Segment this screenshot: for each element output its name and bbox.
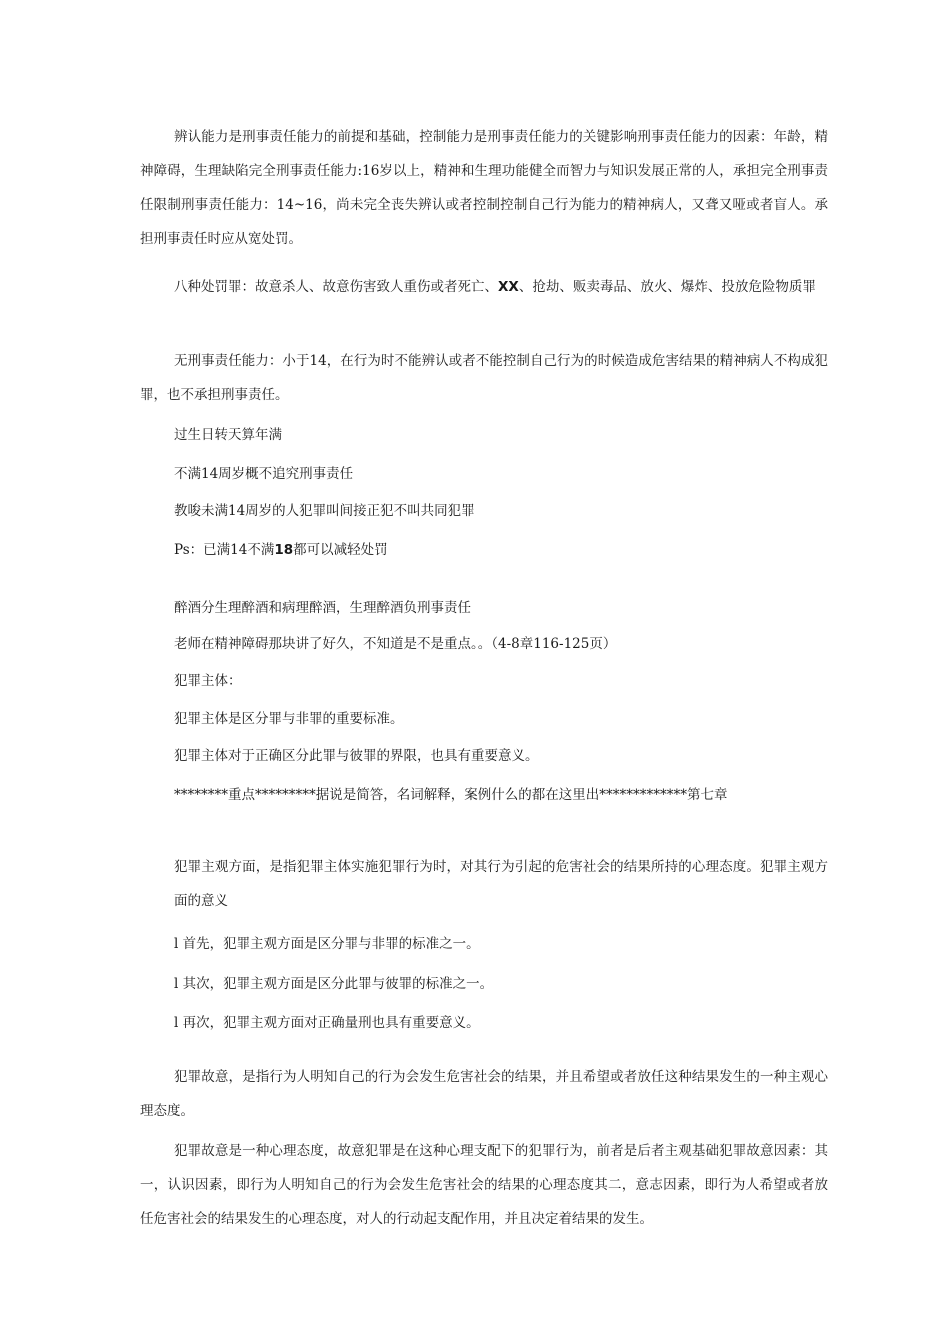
paragraph-eight-crimes (140, 270, 828, 304)
paragraph-key-point: ********重点*********据说是简答，名词解释，案例什么的都在这里出*************第七章 (174, 787, 728, 803)
paragraph-under-14: 不满14周岁概不追究刑事责任 (174, 466, 354, 482)
paragraph-criminal-intent: 犯罪故意，是指行为人明知自己的行为会发生危害社会的结果，并且希望或者放任这种结果发生的一种主观心理态度。 (140, 1069, 828, 1119)
paragraph-ps-note (174, 533, 828, 567)
paragraph-subject-standard: 犯罪主体是区分罪与非罪的重要标准。 (174, 711, 404, 727)
eight-crimes-bold: XX (498, 279, 519, 295)
paragraph-subjective-aspect: 犯罪主观方面，是指犯罪主体实施犯罪行为时，对其行为引起的危害社会的结果所持的心理态度。犯罪主观方面的意义 (174, 859, 828, 909)
ps-text-2: 都可以减轻处罚 (293, 542, 388, 558)
eight-crimes-text-2: 、抢劫、贩卖毒品、放火、爆炸、投放危险物质罪 (518, 279, 816, 295)
list-item-second: l 其次，犯罪主观方面是区分此罪与彼罪的标准之一。 (174, 976, 494, 992)
paragraph-no-capacity: 无刑事责任能力：小于14，在行为时不能辨认或者不能控制自己行为的时候造成危害结果的精神病人不构成犯罪，也不承担刑事责任。 (140, 353, 828, 403)
paragraph-subject-heading: 犯罪主体： (174, 673, 242, 689)
ps-bold: 18 (274, 542, 294, 558)
list-item-third: l 再次，犯罪主观方面对正确量刑也具有重要意义。 (174, 1015, 480, 1031)
paragraph-birthday-rule: 过生日转天算年满 (174, 427, 282, 443)
paragraph-subject-significance: 犯罪主体对于正确区分此罪与彼罪的界限，也具有重要意义。 (174, 748, 539, 764)
ps-text-1: Ps：已满14不满 (174, 542, 275, 558)
paragraph-drunkenness: 醉酒分生理醉酒和病理醉酒，生理醉酒负刑事责任 (174, 600, 471, 616)
list-item-first: l 首先，犯罪主观方面是区分罪与非罪的标准之一。 (174, 936, 480, 952)
paragraph-intent-factors: 犯罪故意是一种心理态度，故意犯罪是在这种心理支配下的犯罪行为，前者是后者主观基础犯罪故意因素：其一，认识因素，即行为人明知自己的行为会发生危害社会的结果的心理态度其二，意志因素，即行为人希望或者放任危害社会的结果发生的心理态度，对人的行动起支配作用，并且决定着结果的发生。 (140, 1143, 828, 1227)
eight-crimes-text-1: 八种处罚罪：故意杀人、故意伤害致人重伤或者死亡、 (174, 279, 498, 295)
paragraph-teacher-note: 老师在精神障碍那块讲了好久，不知道是不是重点。。（4-8章116-125页） (174, 636, 617, 652)
paragraph-instigation: 教唆未满14周岁的人犯罪叫间接正犯不叫共同犯罪 (174, 503, 475, 519)
paragraph-criminal-capacity: 辨认能力是刑事责任能力的前提和基础，控制能力是刑事责任能力的关键影响刑事责任能力的因素：年龄，精神障碍，生理缺陷完全刑事责任能力:16岁以上，精神和生理功能健全而智力与知识发展正常的人，承担完全刑事责任限制刑事责任能力：14~16，尚未完全丧失辨认或者控制控制自己行为能力的精神病人，又聋又哑或者盲人。承担刑事责任时应从宽处罚。 (140, 129, 828, 247)
